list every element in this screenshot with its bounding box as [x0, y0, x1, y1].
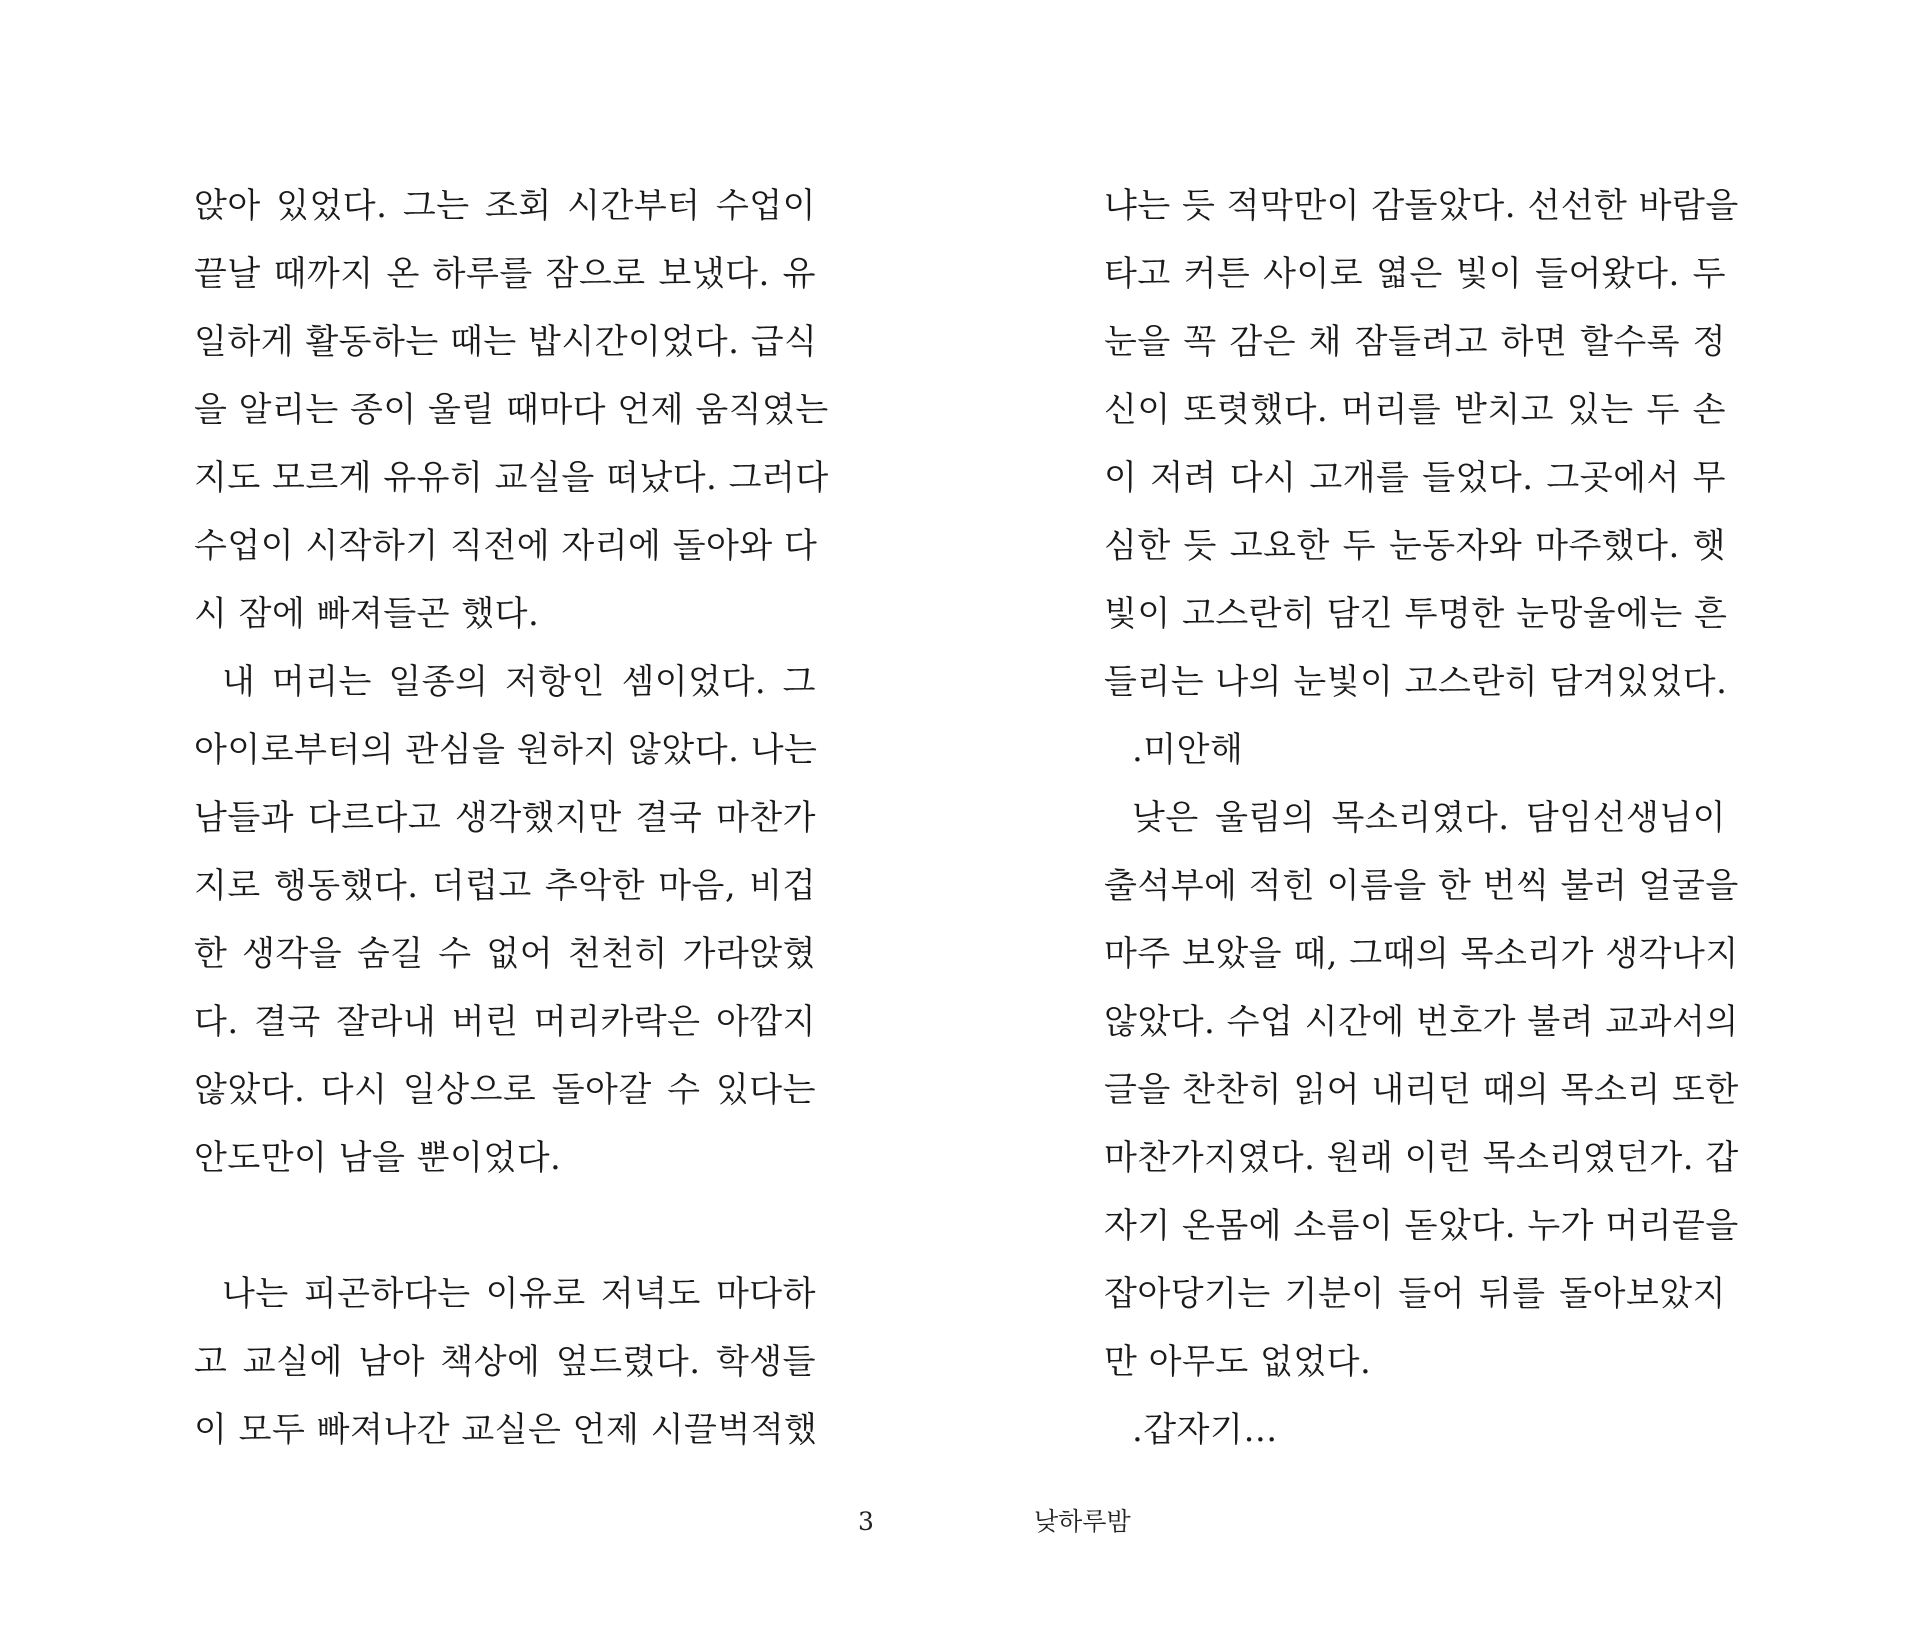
blank-line [194, 1192, 816, 1260]
text-line: 낮은 울림의 목소리였다. 담임선생님이 [1132, 798, 1726, 838]
text-line: 마찬가지였다. 원래 이런 목소리였던가. 갑 [1104, 1138, 1739, 1178]
text-line: 내 머리는 일종의 저항인 셈이었다. 그 [222, 662, 816, 702]
text-line: 만 아무도 없었다. [1104, 1342, 1372, 1382]
text-line: 지도 모르게 유유히 교실을 떠났다. 그러다 [194, 458, 829, 498]
text-line: 시 잠에 빠져들곤 했다. [194, 594, 540, 634]
left-page-text [194, 172, 829, 1464]
text-line: 타고 커튼 사이로 엷은 빛이 들어왔다. 두 [1104, 254, 1726, 294]
text-line: 신이 또렷했다. 머리를 받치고 있는 두 손 [1104, 390, 1726, 430]
text-line: 심한 듯 고요한 두 눈동자와 마주했다. 햇 [1104, 526, 1726, 566]
text-line: 다. 결국 잘라내 버린 머리카락은 아깝지 [194, 1002, 816, 1042]
text-line: 고 교실에 남아 책상에 엎드렸다. 학생들 [194, 1342, 816, 1382]
dialogue-line: .미안해 [1132, 730, 1244, 770]
text-line: 나는 피곤하다는 이유로 저녁도 마다하 [222, 1274, 816, 1314]
text-line: 일하게 활동하는 때는 밥시간이었다. 급식 [194, 322, 818, 362]
text-line: 한 생각을 숨길 수 없어 천천히 가라앉혔 [194, 934, 816, 974]
text-line: 이 모두 빠져나간 교실은 언제 시끌벅적했 [194, 1410, 818, 1450]
text-line: 잡아당기는 기분이 들어 뒤를 돌아보았지 [1104, 1274, 1726, 1314]
text-line: 자기 온몸에 소름이 돋았다. 누가 머리끝을 [1104, 1206, 1739, 1246]
text-line: 들리는 나의 눈빛이 고스란히 담겨있었다. [1104, 662, 1728, 702]
text-line: 이 저려 다시 고개를 들었다. 그곳에서 무 [1104, 458, 1726, 498]
book-title: 낮하루밤 [1034, 1507, 1131, 1536]
text-line: 냐는 듯 적막만이 감돌았다. 선선한 바람을 [1104, 186, 1739, 226]
text-line: 남들과 다르다고 생각했지만 결국 마찬가 [194, 798, 816, 838]
text-line: 눈을 꼭 감은 채 잠들려고 하면 할수록 정 [1104, 322, 1726, 362]
text-line: 않았다. 수업 시간에 번호가 불려 교과서의 [1104, 1002, 1739, 1042]
text-line: 마주 보았을 때, 그때의 목소리가 생각나지 [1104, 934, 1739, 974]
text-line: 빛이 고스란히 담긴 투명한 눈망울에는 흔 [1104, 594, 1728, 634]
text-line: 않았다. 다시 일상으로 돌아갈 수 있다는 [194, 1070, 816, 1110]
text-line: 앉아 있었다. 그는 조회 시간부터 수업이 [194, 186, 816, 226]
text-line: 안도만이 남을 뿐이었다. [194, 1138, 562, 1178]
page-number: 3 [858, 1507, 874, 1536]
dialogue-line: .갑자기… [1132, 1410, 1278, 1450]
text-line: 지로 행동했다. 더럽고 추악한 마음, 비겁 [194, 866, 816, 906]
text-line: 을 알리는 종이 울릴 때마다 언제 움직였는 [194, 390, 829, 430]
text-line: 글을 찬찬히 읽어 내리던 때의 목소리 또한 [1104, 1070, 1739, 1110]
right-page-text [1104, 172, 1739, 1464]
text-line: 끝날 때까지 온 하루를 잠으로 보냈다. 유 [194, 254, 816, 294]
text-line: 아이로부터의 관심을 원하지 않았다. 나는 [194, 730, 818, 770]
text-line: 수업이 시작하기 직전에 자리에 돌아와 다 [194, 526, 818, 566]
text-line: 출석부에 적힌 이름을 한 번씩 불러 얼굴을 [1104, 866, 1739, 906]
